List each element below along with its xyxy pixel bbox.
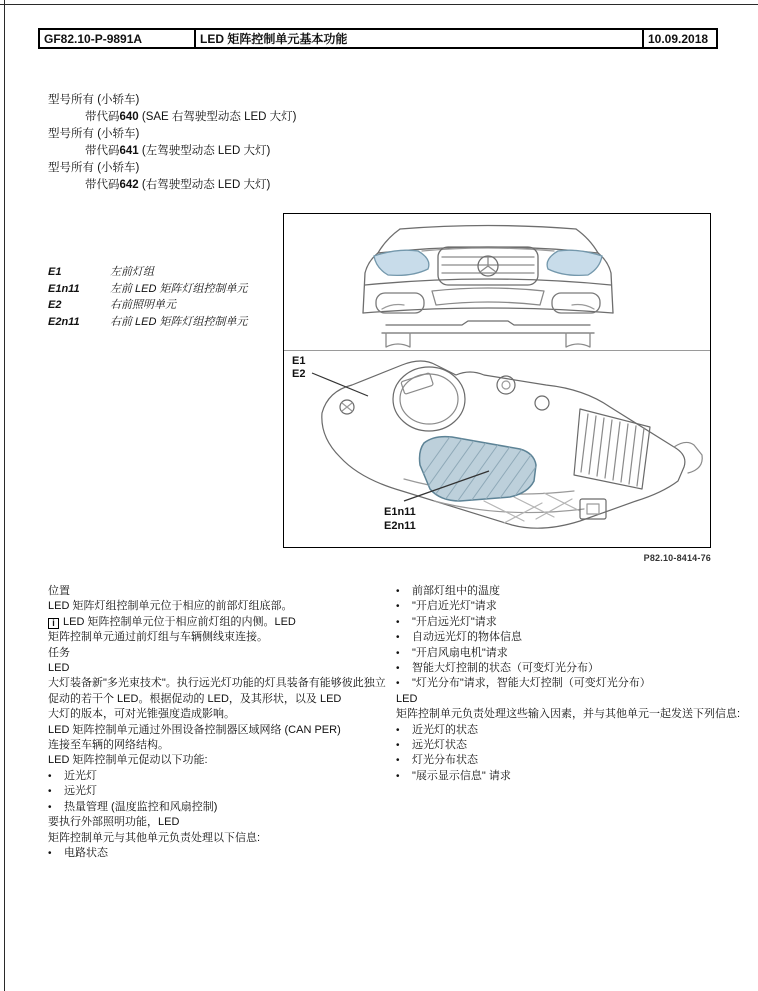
headlamp-diagram bbox=[284, 350, 710, 547]
document-header bbox=[38, 28, 718, 49]
left-headlamp-highlight bbox=[374, 250, 429, 275]
bullet-item bbox=[396, 738, 722, 753]
bullet-icon: • bbox=[48, 847, 52, 859]
bullet-text: 灯光分布状态 bbox=[412, 754, 478, 767]
bullet-item bbox=[396, 615, 722, 630]
text-line: LED bbox=[396, 692, 418, 705]
bullet-icon: • bbox=[396, 678, 400, 690]
model-code-desc: (SAE 右驾驶型动态 LED 大灯) bbox=[138, 111, 297, 123]
text-line: LED 矩阵控制单元通过外围设备控制器区域网络 (CAN PER) bbox=[48, 723, 341, 736]
model-line: 型号所有 (小轿车) bbox=[48, 162, 140, 174]
bullet-text: 前部灯组中的温度 bbox=[412, 585, 500, 597]
bullet-item bbox=[396, 723, 722, 738]
text-line: 位置 bbox=[48, 585, 70, 597]
figure-number: P82.10-8414-76 bbox=[643, 553, 711, 563]
bullet-text: "开启风扇电机"请求 bbox=[412, 646, 508, 659]
bullet-text: 热量管理 (温度监控和风扇控制) bbox=[64, 800, 218, 813]
text-line: 大灯的版本，可对光锥强度造成影响。 bbox=[48, 708, 235, 721]
text-line: LED bbox=[48, 662, 70, 675]
page-border-left bbox=[4, 0, 5, 991]
bullet-icon: • bbox=[396, 770, 400, 782]
doc-date: 10.09.2018 bbox=[648, 31, 709, 46]
legend-desc: 右前 LED 矩阵灯组控制单元 bbox=[110, 315, 248, 328]
bullet-item bbox=[396, 584, 722, 599]
bullet-text: "开启近光灯"请求 bbox=[412, 600, 497, 613]
page-border-top bbox=[0, 4, 758, 5]
text-line: 矩阵控制单元负责处理这些输入因素，并与其他单元一起发送下列信息: bbox=[396, 708, 741, 721]
body-column-left bbox=[48, 584, 388, 861]
bullet-item bbox=[396, 630, 722, 645]
figure-label-e2: E2 bbox=[292, 368, 306, 380]
bullet-icon: • bbox=[396, 586, 400, 597]
text-line: LED 矩阵控制单元促动以下功能: bbox=[48, 754, 208, 767]
bullet-item bbox=[396, 646, 722, 661]
text-line: 要执行外部照明功能，LED bbox=[48, 816, 180, 829]
bullet-item bbox=[396, 661, 722, 676]
bullet-item bbox=[48, 769, 388, 784]
info-icon: i bbox=[48, 618, 59, 629]
model-code: 642 bbox=[119, 179, 139, 191]
text-line: 连接至车辆的网络结构。 bbox=[48, 739, 169, 752]
text-line: 矩阵控制单元与其他单元负责处理以下信息: bbox=[48, 831, 261, 844]
bullet-item bbox=[48, 784, 388, 799]
car-front-view bbox=[284, 214, 710, 350]
bullet-text: "开启远光灯"请求 bbox=[412, 615, 497, 628]
model-applicability bbox=[48, 92, 297, 194]
legend-desc: 右前照明单元 bbox=[110, 299, 176, 311]
model-code-line bbox=[48, 177, 297, 194]
model-code-label: 带代码 bbox=[85, 179, 120, 191]
bullet-text: 远光灯状态 bbox=[412, 739, 467, 752]
text-line: LED 矩阵灯组控制单元位于相应的前部灯组底部。 bbox=[48, 600, 293, 613]
legend-desc: 左前 LED 矩阵灯组控制单元 bbox=[110, 282, 248, 295]
body-column-right bbox=[396, 584, 741, 784]
bullet-text: 近光灯的状态 bbox=[412, 723, 478, 736]
figure-box bbox=[283, 213, 711, 548]
text-line: 大灯装备新"多光束技术"。执行远光灯功能的灯具装备有能够彼此独立 bbox=[48, 677, 386, 690]
doc-code: GF82.10-P-9891A bbox=[40, 30, 196, 47]
bullet-icon: • bbox=[396, 740, 400, 752]
text-line: 任务 bbox=[48, 646, 70, 659]
bullet-text: "灯光分布"请求，智能大灯控制（可变灯光分布） bbox=[412, 677, 651, 690]
bullet-item bbox=[396, 676, 722, 691]
model-line: 型号所有 (小轿车) bbox=[48, 128, 140, 140]
model-code-line bbox=[48, 143, 297, 160]
headlamp-assembly-illustration bbox=[284, 351, 709, 545]
bullet-item bbox=[396, 599, 722, 614]
bullet-icon: • bbox=[396, 724, 400, 736]
legend-key: E2n11 bbox=[48, 315, 80, 328]
legend-key: E1n11 bbox=[48, 282, 80, 295]
legend-row bbox=[48, 314, 248, 331]
figure-label-e1: E1 bbox=[292, 355, 306, 367]
bullet-icon: • bbox=[396, 663, 400, 675]
model-code-line bbox=[48, 109, 297, 126]
bullet-icon: • bbox=[48, 786, 52, 798]
model-code-label: 带代码 bbox=[85, 145, 120, 157]
model-code: 640 bbox=[119, 111, 139, 123]
bullet-text: 智能大灯控制的状态（可变灯光分布） bbox=[412, 662, 599, 675]
figure-label-e2n11: E2n11 bbox=[384, 520, 416, 532]
note-line bbox=[48, 615, 388, 630]
bullet-item bbox=[396, 753, 722, 768]
model-line: 型号所有 (小轿车) bbox=[48, 94, 140, 106]
note-text: LED 矩阵控制单元位于相应前灯组的内侧。LED bbox=[63, 615, 296, 628]
bullet-item bbox=[48, 846, 388, 861]
right-headlamp-highlight bbox=[547, 250, 602, 275]
bullet-text: "展示显示信息" 请求 bbox=[412, 769, 511, 782]
legend-row bbox=[48, 264, 248, 281]
bullet-text: 远光灯 bbox=[64, 785, 97, 798]
bullet-icon: • bbox=[396, 616, 400, 628]
bullet-item bbox=[48, 800, 388, 815]
figure-label-e1n11: E1n11 bbox=[384, 506, 416, 518]
legend-key: E1 bbox=[48, 266, 62, 278]
legend-key: E2 bbox=[48, 299, 62, 311]
bullet-text: 电路状态 bbox=[64, 846, 108, 859]
bullet-item bbox=[396, 769, 722, 784]
legend-desc: 左前灯组 bbox=[110, 266, 154, 278]
model-code-desc: (左驾驶型动态 LED 大灯) bbox=[138, 145, 271, 157]
legend-row bbox=[48, 297, 248, 314]
bullet-text: 自动远光灯的物体信息 bbox=[412, 631, 522, 644]
bullet-icon: • bbox=[396, 647, 400, 659]
model-code-label: 带代码 bbox=[85, 111, 120, 123]
text-line: 促动的若干个 LED。根据促动的 LED，及其形状，以及 LED bbox=[48, 692, 342, 705]
bullet-icon: • bbox=[48, 770, 52, 782]
bullet-icon: • bbox=[396, 632, 400, 644]
car-front-illustration bbox=[352, 221, 624, 349]
bullet-text: 近光灯 bbox=[64, 769, 97, 782]
legend-row bbox=[48, 281, 248, 298]
model-code-desc: (右驾驶型动态 LED 大灯) bbox=[138, 179, 271, 191]
doc-title: LED 矩阵控制单元基本功能 bbox=[196, 30, 644, 47]
text-line: 矩阵控制单元通过前灯组与车辆侧线束连接。 bbox=[48, 631, 268, 644]
component-legend bbox=[48, 264, 248, 330]
bullet-icon: • bbox=[396, 755, 400, 767]
bullet-icon: • bbox=[48, 801, 52, 813]
model-code: 641 bbox=[119, 145, 139, 157]
bullet-icon: • bbox=[396, 601, 400, 613]
